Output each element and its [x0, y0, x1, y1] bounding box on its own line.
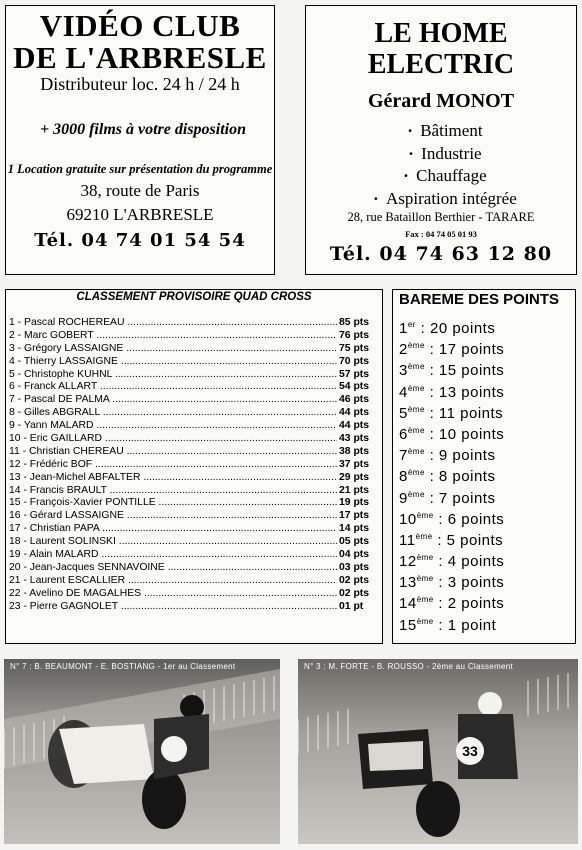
rank-suffix: ème: [407, 383, 425, 393]
rank-number: 7: [399, 447, 408, 465]
rank-suffix: ème: [416, 574, 434, 584]
ad-title-line1: LE HOME: [374, 18, 508, 49]
service-item: · Aspiration intégrée: [386, 188, 517, 211]
rank-suffix: ème: [416, 510, 434, 520]
standings-rider: [9, 522, 337, 535]
rider-name: 1 - Pascal ROCHEREAU .....: [9, 317, 337, 328]
rank-suffix: er: [407, 320, 416, 329]
standings-panel: [5, 289, 383, 644]
rider-points: 85 pts: [339, 316, 370, 328]
standings-title: CLASSEMENT PROVISOIRE QUAD CROSS: [76, 291, 312, 303]
ad-video-club: [5, 5, 275, 275]
rider-points: 01 pt: [339, 600, 364, 612]
rider-name: 7 - Pascal DE PALMA .....: [9, 394, 337, 405]
standings-rider: [9, 458, 337, 471]
rider-points: 70 pts: [339, 355, 370, 367]
rider-name: 8 - Gilles ABGRALL .....: [9, 407, 337, 418]
rider-name: 18 - Laurent SOLINSKI .....: [9, 536, 337, 547]
rank-suffix: ème: [416, 553, 434, 563]
ad-title-line2: DE L'ARBRESLE: [13, 40, 267, 75]
standings-row: [9, 574, 373, 587]
rider-points: 44 pts: [339, 420, 370, 432]
standings-row: [9, 380, 373, 393]
rank-suffix: ème: [407, 404, 425, 414]
points-scale-row: [399, 356, 505, 380]
ad-phone: Tél. 04 74 01 54 54: [34, 230, 246, 251]
standings-row: [9, 587, 373, 600]
race-number: 33: [462, 743, 478, 759]
rank-points: : 13 points: [429, 383, 505, 401]
rank-suffix: ème: [416, 616, 434, 626]
points-scale-row: [399, 314, 504, 335]
rank-points: : 9 points: [429, 447, 496, 465]
rider-name: 6 - Franck ALLART .....: [9, 381, 337, 392]
rank-points: : 6 points: [438, 510, 505, 528]
standings-rider: [9, 561, 337, 574]
rider-points: 05 pts: [339, 536, 370, 548]
rank-points: : 1 point: [438, 616, 497, 634]
rank-number: 8: [399, 468, 408, 486]
ad-subtitle: Distributeur loc. 24 h / 24 h: [40, 74, 240, 94]
ad-fax: Fax : 04 74 05 01 93: [405, 229, 477, 239]
rider-points: 19 pts: [339, 497, 370, 509]
standings-row: [9, 509, 373, 522]
rider-points: 54 pts: [339, 381, 370, 393]
rider-points: 29 pts: [339, 471, 370, 483]
standings-row: [9, 496, 373, 509]
rank-number: 3: [399, 362, 408, 380]
rank-suffix: ème: [407, 341, 425, 351]
rider-name: 4 - Thierry LASSAIGNE .....: [9, 356, 337, 367]
standings-row: [9, 458, 373, 471]
rank-points: : 8 points: [429, 468, 496, 486]
points-scale-row: [399, 611, 504, 632]
rank-number: 1: [399, 320, 408, 337]
standings-row: [9, 522, 373, 535]
standings-row: [9, 445, 373, 458]
rider-name: 19 - Alain MALARD .....: [9, 549, 337, 560]
standings-rider: [9, 445, 337, 458]
rank-points: : 17 points: [429, 341, 505, 359]
service-item: · Bâtiment: [386, 120, 517, 143]
standings-rider: [9, 484, 337, 497]
rider-points: 21 pts: [339, 484, 370, 496]
rider-name: 23 - Pierre GAGNOLET .....: [9, 601, 337, 612]
sidecar-photo-image: [4, 659, 280, 844]
standings-row: [9, 329, 373, 342]
rank-suffix: ème: [407, 489, 425, 499]
rank-points: : 20 points: [420, 320, 496, 337]
rank-points: : 11 points: [429, 404, 504, 422]
points-scale-list: [399, 314, 504, 632]
rank-suffix: ème: [416, 595, 434, 605]
points-scale-row: [399, 568, 505, 592]
rider-name: 22 - Avelino DE MAGALHES .....: [9, 588, 337, 599]
sidecar-photo-image: [298, 659, 578, 844]
rank-points: : 2 points: [438, 595, 505, 613]
ad-address-city: 69210 L'ARBRESLE: [66, 205, 214, 224]
standings-rider: [9, 496, 337, 509]
standings-row: [9, 432, 373, 445]
standings-rider: [9, 535, 337, 548]
standings-rider: [9, 548, 337, 561]
ad-home-electric-title: [306, 18, 576, 80]
points-scale-row: [399, 547, 505, 571]
ad-offer: + 3000 films à votre disposition: [39, 121, 246, 138]
race-photo: [4, 659, 280, 844]
rank-number: 14: [399, 595, 417, 613]
standings-rider: [9, 419, 337, 432]
rider-name: 16 - Gérard LASSAIGNE .....: [9, 510, 337, 521]
ad-title-line1: VIDÉO CLUB: [39, 8, 241, 43]
rider-points: 38 pts: [339, 445, 370, 457]
rank-number: 13: [399, 574, 417, 592]
ad-phone: Tél. 04 74 63 12 80: [329, 243, 553, 265]
standings-row: [9, 355, 373, 368]
standings-rider: [9, 342, 337, 355]
rank-points: : 7 points: [429, 489, 496, 507]
ad-video-club-title: [6, 10, 274, 74]
rank-points: : 15 points: [429, 362, 505, 380]
standings-row: [9, 342, 373, 355]
rider-name: 14 - Francis BRAULT .....: [9, 485, 337, 496]
rank-suffix: ème: [407, 425, 425, 435]
rider-points: 43 pts: [339, 432, 370, 444]
race-photo: [298, 659, 578, 844]
rider-points: 76 pts: [339, 329, 370, 341]
standings-rider: [9, 316, 337, 329]
standings-row: [9, 548, 373, 561]
rider-name: 21 - Laurent ESCALLIER .....: [9, 575, 337, 586]
rider-points: 37 pts: [339, 458, 370, 470]
rider-points: 44 pts: [339, 407, 370, 419]
standings-row: [9, 316, 373, 329]
points-scale-row: [399, 335, 505, 359]
rider-name: 20 - Jean-Jacques SENNAVOINE .....: [9, 562, 337, 573]
rider-points: 02 pts: [339, 574, 370, 586]
standings-table: [9, 316, 373, 612]
standings-row: [9, 471, 373, 484]
standings-row: [9, 419, 373, 432]
rank-number: 11: [399, 531, 416, 549]
rider-name: 11 - Christian CHEREAU .....: [9, 446, 337, 457]
standings-rider: [9, 368, 337, 381]
rank-number: 12: [399, 553, 417, 571]
standings-row: [9, 600, 373, 613]
ad-owner: Gérard MONOT: [367, 90, 515, 112]
standings-rider: [9, 600, 337, 613]
standings-rider: [9, 574, 337, 587]
photo-caption: N° 7 : B. BEAUMONT - E. BOSTIANG - 1er au Classement: [10, 662, 236, 671]
rank-number: 15: [399, 616, 417, 634]
rider-points: 03 pts: [339, 561, 370, 573]
points-scale-row: [399, 589, 505, 613]
standings-row: [9, 484, 373, 497]
rank-suffix: ème: [407, 362, 425, 372]
standings-rider: [9, 380, 337, 393]
rider-name: 15 - François-Xavier PONTILLE .....: [9, 497, 337, 508]
ad-promo: 1 Location gratuite sur présentation du programme: [7, 162, 273, 176]
standings-rider: [9, 432, 337, 445]
standings-rider: [9, 393, 337, 406]
rank-number: 6: [399, 425, 408, 443]
points-scale-row: [399, 526, 504, 547]
ad-address-street: 38, route de Paris: [80, 181, 200, 200]
points-scale-row: [399, 505, 504, 526]
standings-rider: [9, 509, 337, 522]
rider-name: 17 - Christian PAPA .....: [9, 523, 337, 534]
rider-name: 10 - Eric GAILLARD .....: [9, 433, 337, 444]
rider-points: 46 pts: [339, 394, 370, 406]
rank-number: 9: [399, 489, 408, 507]
service-item: · Chauffage: [386, 165, 517, 188]
standings-row: [9, 561, 373, 574]
service-item: · Industrie: [386, 143, 517, 166]
points-scale-row: [399, 378, 504, 399]
points-scale-title: BAREME DES POINTS: [399, 291, 560, 308]
standings-rider: [9, 587, 337, 600]
points-scale-row: [399, 441, 504, 465]
rank-points: : 5 points: [437, 531, 504, 549]
standings-rider: [9, 355, 337, 368]
rider-name: 12 - Frédéric BOF .....: [9, 459, 337, 470]
points-scale-row: [399, 484, 504, 505]
ad-services-list: [386, 120, 517, 210]
rank-points: : 4 points: [438, 553, 505, 571]
standings-row: [9, 406, 373, 419]
rider-name: 5 - Christophe KUHNL .....: [9, 369, 337, 380]
rider-points: 02 pts: [339, 587, 370, 599]
standings-row: [9, 393, 373, 406]
points-scale-row: [399, 420, 504, 441]
points-scale-panel: [392, 289, 576, 644]
rider-points: 17 pts: [339, 510, 370, 522]
points-scale-row: [399, 462, 504, 486]
rank-points: : 3 points: [438, 574, 505, 592]
rider-name: 2 - Marc GOBERT .....: [9, 330, 337, 341]
rider-points: 14 pts: [339, 523, 370, 535]
photo-caption: N° 3 : M. FORTE - B. ROUSSO - 2ème au Classement: [304, 662, 514, 671]
rider-name: 3 - Grégory LASSAIGNE .....: [9, 343, 337, 354]
standings-row: [9, 368, 373, 381]
rider-name: 9 - Yann MALARD .....: [9, 420, 337, 431]
rider-points: 57 pts: [339, 368, 370, 380]
rank-suffix: ème: [407, 447, 425, 457]
ad-home-electric: [305, 5, 577, 275]
rank-number: 5: [399, 404, 408, 422]
standings-rider: [9, 406, 337, 419]
standings-row: [9, 535, 373, 548]
rank-number: 2: [399, 341, 408, 359]
ad-title-line2: ELECTRIC: [367, 49, 515, 80]
rider-points: 04 pts: [339, 548, 370, 560]
standings-rider: [9, 471, 337, 484]
rank-suffix: ème: [407, 468, 425, 478]
rider-name: 13 - Jean-Michel ABFALTER .....: [9, 472, 337, 483]
ad-address: 28, rue Bataillon Berthier - TARARE: [347, 210, 535, 224]
rank-points: : 10 points: [429, 425, 505, 443]
rank-number: 10: [399, 510, 417, 528]
rank-suffix: ème: [415, 531, 433, 541]
standings-rider: [9, 329, 337, 342]
points-scale-row: [399, 399, 504, 420]
rank-number: 4: [399, 383, 408, 401]
rider-points: 75 pts: [339, 342, 370, 354]
